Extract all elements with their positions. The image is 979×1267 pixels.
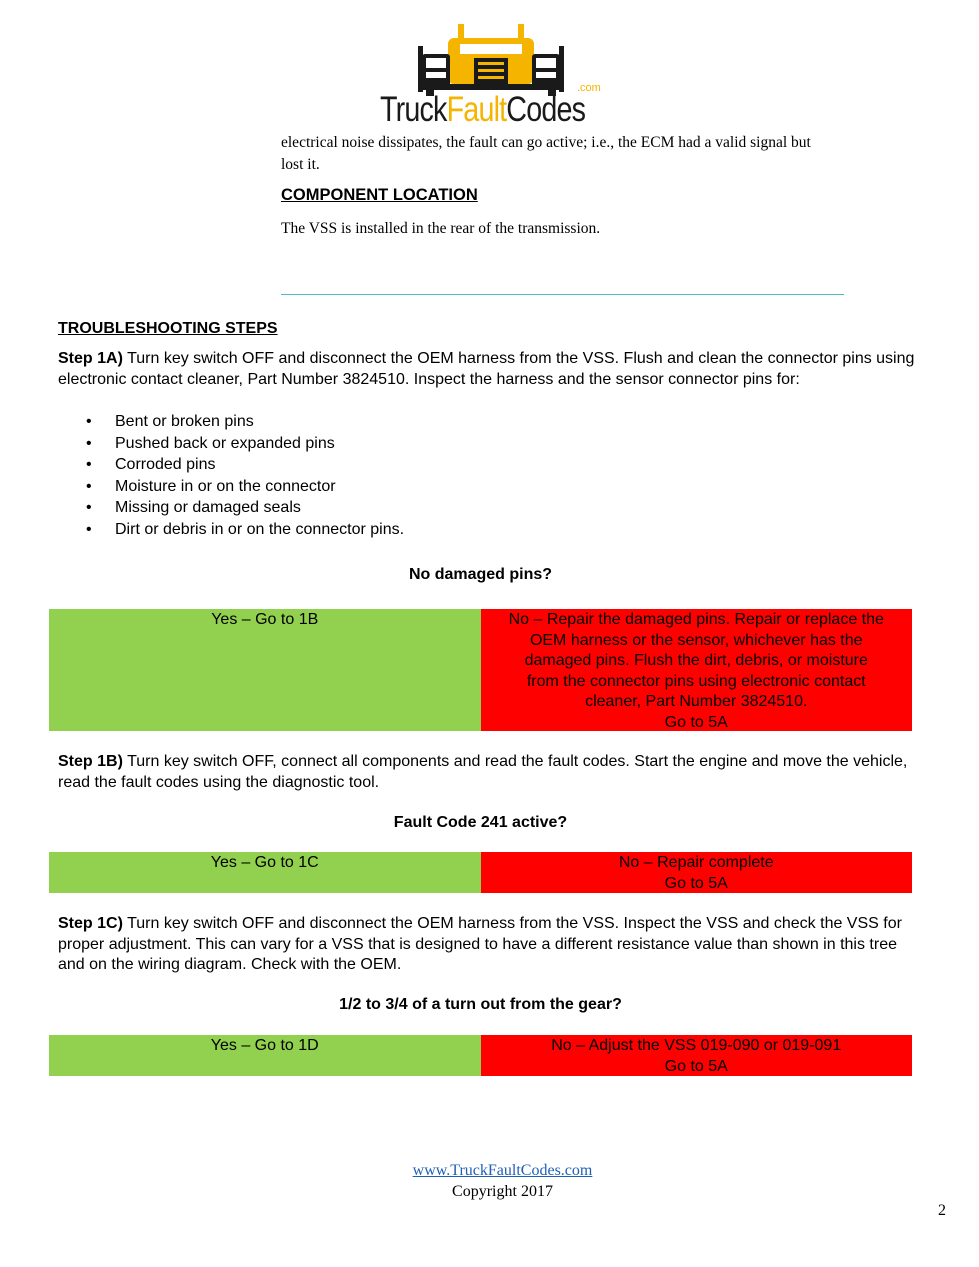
list-item: • Missing or damaged seals	[86, 497, 404, 519]
step-1a-paragraph	[58, 349, 918, 390]
component-location-heading: COMPONENT LOCATION	[281, 186, 478, 204]
intro-paragraph: electrical noise dissipates, the fault can go active; i.e., the ECM had a valid signal but lost it.	[281, 134, 811, 173]
step-1c-question: 1/2 to 3/4 of a turn out from the gear?	[339, 996, 622, 1013]
no-line: No – Adjust the VSS 019-090 or 019-091	[551, 1037, 842, 1054]
list-item: • Moisture in or on the connector	[86, 476, 404, 498]
step-1a-question: No damaged pins?	[408, 566, 553, 583]
logo-wordmark	[380, 90, 585, 130]
logo-text-fault: Fault	[446, 90, 507, 129]
step-1b-text: Turn key switch OFF, connect all components and read the fault codes. Start the engine and move the vehicle, read the fault codes using the diagnostic tool.	[58, 753, 908, 791]
step-1c-text: Turn key switch OFF and disconnect the OEM harness from the VSS. Inspect the VSS and check the VSS for proper adjustment. This can vary for a VSS that is designed to have a different resistance value than shown in this tree and on the wiring diagram. Check with the OEM.	[58, 915, 902, 973]
logo-com-text: .com	[577, 82, 601, 94]
step-1b-no-cell	[481, 852, 913, 893]
site-logo	[378, 18, 604, 130]
section-divider	[281, 294, 844, 295]
no-line: damaged pins. Flush the dirt, debris, or moisture	[524, 652, 868, 669]
list-item: • Pushed back or expanded pins	[86, 433, 404, 455]
step-1b-label: Step 1B)	[58, 753, 123, 770]
footer-link-wrap	[0, 1160, 979, 1181]
step-1b-yes-cell: Yes – Go to 1C	[49, 852, 481, 893]
no-line: No – Repair the damaged pins. Repair or replace the	[508, 611, 884, 628]
no-line: Go to 5A	[664, 874, 728, 892]
step-1a-decision-table	[49, 609, 912, 731]
footer-website-link[interactable]: www.TruckFaultCodes.com	[412, 1162, 593, 1179]
component-location-text: The VSS is installed in the rear of the transmission.	[281, 220, 601, 237]
step-1b-decision-table	[49, 852, 912, 893]
step-1a-text: Turn key switch OFF and disconnect the OEM harness from the VSS. Flush and clean the connector pins using electronic contact cleaner, Part Number 3824510. Inspect the harness and the sensor connector pins for:	[58, 350, 915, 388]
list-item: • Dirt or debris in or on the connector pins.	[86, 519, 404, 541]
step-1c-paragraph	[58, 914, 918, 976]
no-line: from the connector pins using electronic contact	[526, 672, 866, 690]
list-item: • Bent or broken pins	[86, 411, 404, 433]
footer-copyright: Copyright 2017	[452, 1183, 553, 1200]
step-1b-question: Fault Code 241 active?	[393, 814, 568, 831]
truck-front-icon	[378, 18, 604, 96]
list-item: • Corroded pins	[86, 454, 404, 476]
step-1c-yes-cell: Yes – Go to 1D	[49, 1035, 481, 1076]
troubleshooting-heading: TROUBLESHOOTING STEPS	[58, 320, 278, 337]
page-number: 2	[938, 1202, 946, 1219]
logo-text-codes: Codes	[506, 90, 586, 129]
no-line: Go to 5A	[664, 1057, 728, 1075]
step-1c-decision-table	[49, 1035, 912, 1076]
logo-text-truck: Truck	[380, 90, 447, 129]
step-1c-no-cell	[481, 1035, 913, 1076]
no-line: Go to 5A	[664, 713, 728, 731]
step-1b-paragraph	[58, 752, 918, 793]
no-line: No – Repair complete	[618, 854, 774, 871]
step-1a-no-cell	[481, 609, 913, 731]
inspection-bullet-list	[86, 411, 404, 541]
step-1c-label: Step 1C)	[58, 915, 123, 932]
step-1a-label: Step 1A)	[58, 350, 123, 367]
no-line: cleaner, Part Number 3824510.	[585, 693, 808, 710]
no-line: OEM harness or the sensor, whichever has the	[529, 631, 863, 649]
step-1a-yes-cell: Yes – Go to 1B	[49, 609, 481, 731]
